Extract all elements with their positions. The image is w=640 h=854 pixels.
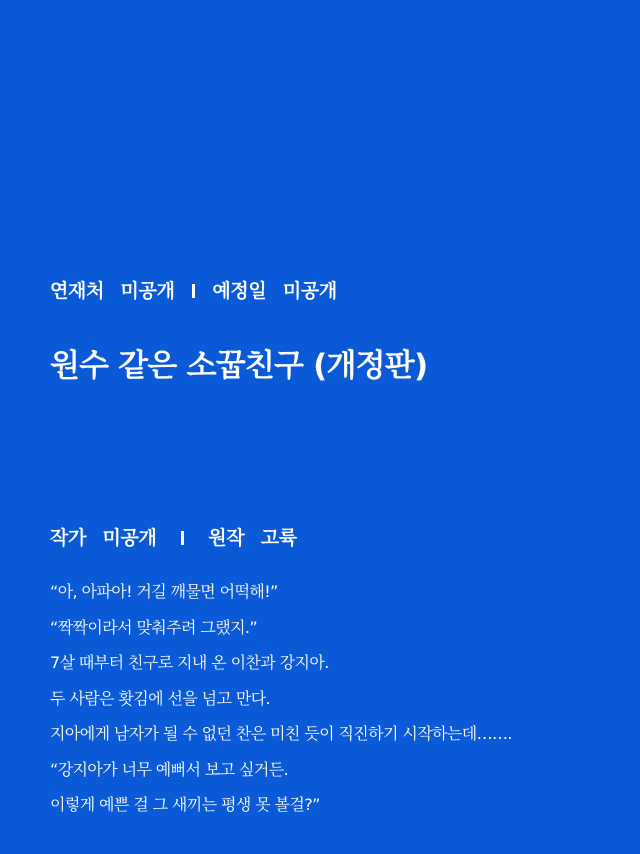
synopsis-line: 이렇게 예쁜 걸 그 새끼는 평생 못 볼걸?” bbox=[50, 795, 320, 814]
synopsis-line: 두 사람은 홧김에 선을 넘고 만다. bbox=[50, 688, 271, 708]
date-value: 미공개 bbox=[282, 280, 337, 302]
meta-divider bbox=[192, 284, 195, 298]
synopsis-line: 7살 때부터 친구로 지내 온 이찬과 강지아. bbox=[50, 653, 329, 672]
original-label: 원작 bbox=[208, 527, 245, 549]
date-label: 예정일 bbox=[212, 280, 267, 302]
credits-divider bbox=[181, 531, 184, 545]
author-label: 작가 bbox=[50, 527, 87, 549]
book-title: 원수 같은 소꿉친구 (개정판) bbox=[50, 348, 428, 384]
serial-label: 연재처 bbox=[50, 280, 105, 302]
synopsis-line: “짝짝이라서 맞춰주려 그랬지.” bbox=[50, 617, 258, 637]
synopsis-line: 지아에게 남자가 될 수 없던 찬은 미친 듯이 직진하기 시작하는데……. bbox=[50, 724, 512, 743]
synopsis-line: “아, 아파아! 거길 깨물면 어떡해!” bbox=[50, 582, 278, 601]
synopsis bbox=[50, 574, 625, 823]
serial-value: 미공개 bbox=[120, 280, 175, 302]
synopsis-line: “강지아가 너무 예뻐서 보고 싶거든. bbox=[50, 759, 289, 779]
original-value: 고륙 bbox=[260, 527, 297, 549]
credits-line bbox=[50, 523, 297, 550]
author-value: 미공개 bbox=[102, 527, 157, 549]
publication-meta bbox=[50, 276, 337, 303]
